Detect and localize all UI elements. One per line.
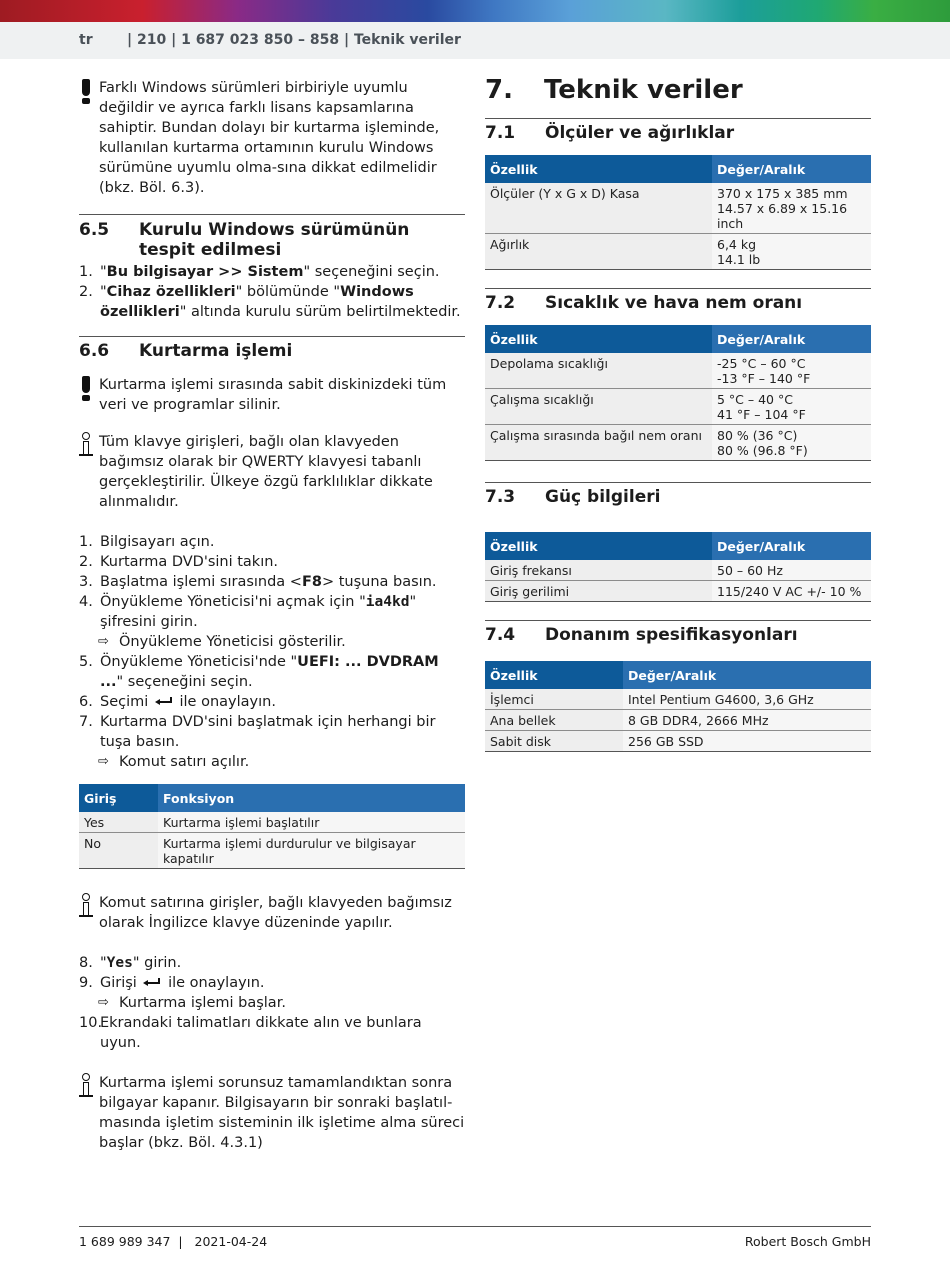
section-heading-7-1 — [485, 123, 871, 143]
text: " bölümünde " — [235, 284, 341, 300]
chapter-heading — [485, 74, 871, 106]
warning-text: Farklı Windows sürümleri birbiriyle uyumlu değildir ve ayrıca farklı lisans kapsamlarına sahiptir. Bundan dolayı bir kurtarma işleminde, kullanılan kurtarma ortamının kurulu Windows sürümüne uyumlu olma-sına dikkat edilmelidir (bkz. Böl. 6.3). — [99, 80, 440, 196]
table-header: Özellik — [485, 325, 712, 353]
table-cell: Çalışma sıcaklığı — [485, 389, 712, 425]
step-number: 1. — [79, 534, 93, 550]
hardware-table — [485, 661, 871, 752]
table-cell: Sabit disk — [485, 731, 623, 752]
section-divider — [485, 482, 871, 483]
table-header-row — [485, 155, 871, 183]
info-icon — [79, 1073, 93, 1099]
table-cell: Ana bellek — [485, 710, 623, 731]
result-text: Komut satırı açılır. — [119, 754, 250, 770]
info-note — [79, 1073, 465, 1153]
section-heading-7-3 — [485, 487, 871, 507]
list-item — [79, 973, 465, 993]
bold-text: UEFI: ... DVDRAM ... — [100, 654, 439, 690]
table-row — [485, 425, 871, 461]
step-text: Girişi — [100, 975, 137, 991]
page-header — [0, 22, 950, 59]
step-text: " — [100, 955, 107, 971]
step-result — [79, 752, 465, 772]
list-item — [79, 652, 465, 692]
table-row — [485, 689, 871, 710]
warning-note — [79, 375, 465, 415]
table-row — [485, 731, 871, 752]
step-text: " şifresini girin. — [100, 594, 417, 630]
result-arrow-icon: ⇨ — [98, 995, 109, 1010]
text: " — [100, 284, 107, 300]
table-cell — [712, 389, 871, 425]
power-table — [485, 532, 871, 602]
section-divider — [79, 336, 465, 337]
steps-list-6-5 — [79, 262, 465, 322]
step-text: " seçeneğini seçin. — [116, 674, 253, 690]
bold-text: Bu bilgisayar >> Sistem — [106, 264, 304, 280]
table-header: Değer/Aralık — [712, 325, 871, 353]
table-cell: Kurtarma işlemi başlatılır — [158, 812, 465, 833]
code-text: ia4kd — [365, 594, 410, 610]
table-cell: İşlemci — [485, 689, 623, 710]
table-cell: Giriş frekansı — [485, 560, 712, 581]
value-line: 80 % (96.8 °F) — [717, 443, 808, 458]
dimensions-table — [485, 155, 871, 270]
temperature-humidity-table — [485, 325, 871, 461]
step-number: 5. — [79, 654, 93, 670]
table-row — [485, 353, 871, 389]
table-cell: 8 GB DDR4, 2666 MHz — [623, 710, 871, 731]
section-title: Kurulu Windows sürümünün tespit edilmesi — [139, 220, 410, 260]
list-item — [79, 1013, 465, 1053]
section-title: Ölçüler ve ağırlıklar — [545, 123, 735, 143]
table-row — [485, 389, 871, 425]
result-arrow-icon: ⇨ — [98, 634, 109, 649]
table-cell: Yes — [79, 812, 158, 833]
table-cell: Çalışma sırasında bağıl nem oranı — [485, 425, 712, 461]
text: " altında kurulu sürüm belirtilmektedir. — [179, 304, 461, 320]
list-item — [79, 572, 465, 592]
section-divider — [485, 620, 871, 621]
step-number: 9. — [79, 975, 93, 991]
table-cell: 256 GB SSD — [623, 731, 871, 752]
value-line: 5 °C – 40 °C — [717, 392, 793, 407]
section-number: 6.6 — [79, 341, 110, 361]
warning-note — [79, 78, 465, 198]
step-text: " girin. — [132, 955, 182, 971]
list-item — [79, 262, 465, 282]
section-heading-7-4 — [485, 625, 871, 645]
section-divider — [485, 118, 871, 119]
table-cell — [712, 234, 871, 270]
value-line: 41 °F – 104 °F — [717, 407, 806, 422]
list-item — [79, 712, 465, 752]
step-result — [79, 632, 465, 652]
step-text: Kurtarma DVD'sini başlatmak için herhangi bir tuşa basın. — [100, 714, 436, 750]
table-row — [485, 560, 871, 581]
table-row — [79, 833, 465, 869]
step-text: Ekrandaki talimatları dikkate alın ve bunlara uyun. — [100, 1015, 422, 1051]
info-note — [79, 432, 465, 512]
info-text: Kurtarma işlemi sorunsuz tamamlandıktan sonra bilgayar kapanır. Bilgisayarın bir sonraki başlatıl-masında işletim sisteminin ilk işletime alma süreci başlar (bkz. Böl. 4.3.1) — [99, 1075, 465, 1151]
info-text: Komut satırına girişler, bağlı klavyeden bağımsız olarak İngilizce klavye düzeninde yapılır. — [99, 895, 452, 931]
section-number: 7.3 — [485, 487, 516, 507]
value-line: -25 °C – 60 °C — [717, 356, 806, 371]
text: " seçeneğini seçin. — [303, 264, 440, 280]
table-cell — [712, 353, 871, 389]
table-row — [485, 581, 871, 602]
value-line: 14.1 lb — [717, 252, 761, 267]
bold-text: Cihaz özellikleri — [106, 284, 236, 300]
warning-icon — [80, 376, 92, 402]
table-row — [485, 710, 871, 731]
text: " — [100, 264, 107, 280]
section-divider — [79, 214, 465, 215]
section-number: 7.1 — [485, 123, 516, 143]
step-number: 3. — [79, 574, 93, 590]
result-text: Önyükleme Yöneticisi gösterilir. — [119, 634, 346, 650]
header-document-ref: | 210 | 1 687 023 850 – 858 | Teknik veriler — [127, 32, 461, 48]
chapter-number: 7. — [485, 75, 513, 105]
code-text: Yes — [106, 955, 133, 971]
table-header-row — [485, 532, 871, 560]
header-language: tr — [79, 32, 93, 48]
chapter-title: Teknik veriler — [544, 75, 743, 105]
table-header: Özellik — [485, 661, 623, 689]
recovery-steps-list — [79, 652, 465, 752]
list-item — [79, 592, 465, 632]
enter-key-icon — [155, 697, 173, 707]
section-title: Güç bilgileri — [545, 487, 661, 507]
value-line: 370 x 175 x 385 mm — [717, 186, 848, 201]
section-number: 6.5 — [79, 220, 110, 240]
brand-color-bar — [0, 0, 950, 22]
value-line: 80 % (36 °C) — [717, 428, 798, 443]
table-header-row — [485, 325, 871, 353]
info-text: Tüm klavye girişleri, bağlı olan klavyeden bağımsız olarak bir QWERTY klavyesi tabanlı gerçekleştirilir. Ülkeye özgü farklılıklar dikkate alınmalıdır. — [99, 434, 433, 510]
section-title: Sıcaklık ve hava nem oranı — [545, 293, 803, 313]
step-result — [79, 993, 465, 1013]
key-label: F8 — [301, 574, 322, 590]
section-number: 7.2 — [485, 293, 516, 313]
section-title: Donanım spesifikasyonları — [545, 625, 798, 645]
enter-key-icon — [143, 978, 161, 988]
list-item — [79, 552, 465, 572]
table-header: Değer/Aralık — [712, 155, 871, 183]
footer-doc-info: 1 689 989 347 | 2021-04-24 — [79, 1234, 268, 1249]
info-note — [79, 893, 465, 933]
table-cell: Intel Pentium G4600, 3,6 GHz — [623, 689, 871, 710]
warning-icon — [80, 79, 92, 105]
step-number: 7. — [79, 714, 93, 730]
table-row — [79, 812, 465, 833]
value-line: 14.57 x 6.89 x 15.16 inch — [717, 201, 848, 231]
step-text: Önyükleme Yöneticisi'ni açmak için " — [100, 594, 366, 610]
step-text: Önyükleme Yöneticisi'nde " — [100, 654, 298, 670]
table-header: Değer/Aralık — [712, 532, 871, 560]
table-cell: Giriş gerilimi — [485, 581, 712, 602]
table-header-row — [485, 661, 871, 689]
step-text: Başlatma işlemi sırasında < — [100, 574, 302, 590]
table-header: Fonksiyon — [158, 784, 465, 812]
step-number: 4. — [79, 594, 93, 610]
right-column — [485, 74, 871, 752]
section-heading-6-5 — [79, 220, 465, 260]
table-cell: No — [79, 833, 158, 869]
table-cell — [712, 425, 871, 461]
footer-divider — [79, 1226, 871, 1227]
info-icon — [79, 893, 93, 919]
step-number: 1. — [79, 264, 93, 280]
step-text: Seçimi — [100, 694, 149, 710]
table-cell: 50 – 60 Hz — [712, 560, 871, 581]
table-header: Giriş — [79, 784, 158, 812]
step-number: 8. — [79, 955, 93, 971]
step-text: Kurtarma DVD'sini takın. — [100, 554, 279, 570]
table-header: Özellik — [485, 532, 712, 560]
section-divider — [485, 288, 871, 289]
recovery-steps-list — [79, 1013, 465, 1053]
input-function-table — [79, 784, 465, 869]
step-text: ile onaylayın. — [179, 694, 276, 710]
section-heading-7-2 — [485, 293, 871, 313]
table-header: Özellik — [485, 155, 712, 183]
value-line: 6,4 kg — [717, 237, 757, 252]
step-number: 10. — [79, 1015, 103, 1031]
list-item — [79, 282, 465, 322]
table-cell: Ölçüler (Y x G x D) Kasa — [485, 183, 712, 234]
list-item — [79, 692, 465, 712]
step-number: 2. — [79, 284, 93, 300]
table-cell: Depolama sıcaklığı — [485, 353, 712, 389]
warning-text: Kurtarma işlemi sırasında sabit diskinizdeki tüm veri ve programlar silinir. — [99, 377, 447, 413]
bold-text: Windows özellikleri — [100, 284, 414, 320]
recovery-steps-list — [79, 532, 465, 632]
step-text: Bilgisayarı açın. — [100, 534, 215, 550]
result-text: Kurtarma işlemi başlar. — [119, 995, 286, 1011]
step-text: ile onaylayın. — [168, 975, 265, 991]
table-cell: Kurtarma işlemi durdurulur ve bilgisayar kapatılır — [158, 833, 465, 869]
step-number: 2. — [79, 554, 93, 570]
result-arrow-icon: ⇨ — [98, 754, 109, 769]
section-heading-6-6 — [79, 341, 465, 361]
table-row — [485, 183, 871, 234]
table-header-row — [79, 784, 465, 812]
list-item — [79, 532, 465, 552]
table-cell: Ağırlık — [485, 234, 712, 270]
value-line: -13 °F – 140 °F — [717, 371, 811, 386]
step-text: > tuşuna basın. — [321, 574, 437, 590]
step-number: 6. — [79, 694, 93, 710]
table-cell — [712, 183, 871, 234]
table-cell: 115/240 V AC +/- 10 % — [712, 581, 871, 602]
table-header: Değer/Aralık — [623, 661, 871, 689]
left-column — [79, 78, 465, 1153]
section-title: Kurtarma işlemi — [139, 341, 293, 361]
section-number: 7.4 — [485, 625, 516, 645]
recovery-steps-list — [79, 953, 465, 993]
table-row — [485, 234, 871, 270]
footer-company: Robert Bosch GmbH — [744, 1234, 871, 1249]
list-item — [79, 953, 465, 973]
info-icon — [79, 432, 93, 458]
